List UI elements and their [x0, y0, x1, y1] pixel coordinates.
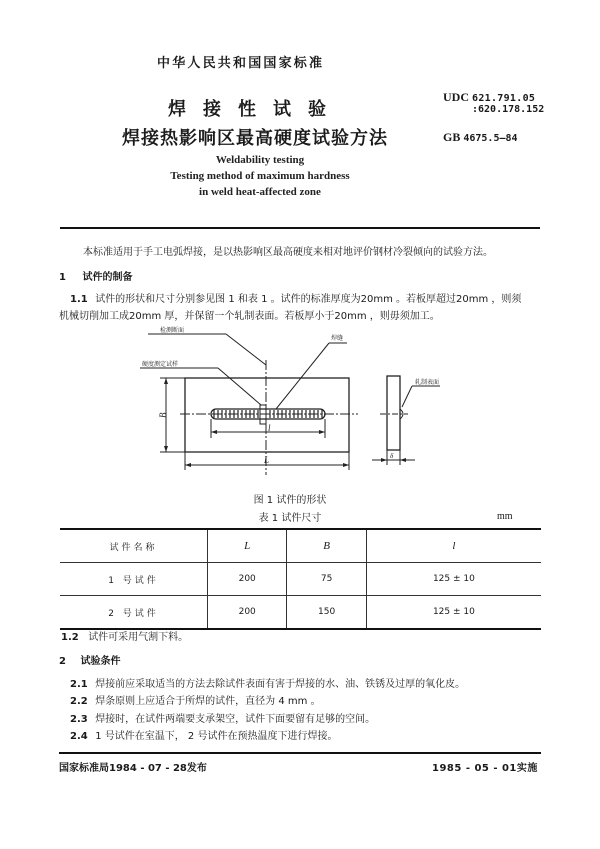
cell-specimen-name: 1 号试件	[60, 563, 208, 596]
figure-1-specimen-diagram	[140, 325, 470, 485]
label-inspection-section: 检测断面	[160, 327, 185, 334]
section-1-heading	[59, 268, 132, 283]
clause-text: 1 号试件在室温下， 2 号试件在预热温度下进行焊接。	[95, 731, 338, 742]
header-specimen-name: 试件名称	[60, 529, 208, 563]
header-divider	[60, 227, 540, 229]
dim-delta: δ	[390, 452, 394, 460]
clause-1-2	[61, 628, 188, 643]
issued-date: 国家标准局1984 - 07 - 28发布	[59, 763, 207, 774]
udc-number-line2: :620.178.152	[472, 104, 545, 115]
clause-text: 焊接前应采取适当的方法去除试件表面有害于焊接的水、油、铁锈及过厚的氧化皮。	[95, 679, 466, 690]
table-row	[60, 596, 541, 630]
header-L: L	[208, 529, 287, 563]
clause-1-1-line2: 机械切削加工成20mm 厚，并保留一个轧制表面。若板厚小于20mm ，则毋须加工。	[59, 311, 440, 322]
clause-2-2	[70, 692, 321, 707]
gb-label: GB	[443, 130, 461, 144]
clause-number: 1.2	[61, 632, 79, 643]
table-header-row	[60, 529, 541, 563]
cell-l: 125 ± 10	[366, 563, 541, 596]
cell-B: 150	[287, 596, 366, 630]
effective-date: 1985 - 05 - 01实施	[432, 763, 538, 774]
dim-B: B	[158, 412, 168, 418]
header-B: B	[287, 529, 366, 563]
label-rolled-surface: 轧制表面	[415, 379, 440, 386]
title-cn-line2: 焊接热影响区最高硬度试验方法	[122, 128, 388, 149]
footer-divider	[59, 752, 541, 754]
clause-text: 试件的形状和尺寸分别参见图 1 和表 1 。试件的标准厚度为20mm 。若板厚超过20mm ，则须	[95, 294, 522, 305]
section-title: 试件的制备	[82, 272, 133, 283]
clause-2-4	[70, 727, 337, 742]
intro-paragraph: 本标准适用于手工电弧焊接，是以热影响区最高硬度来相对地评价钢材冷裂倾向的试验方法。	[83, 247, 493, 258]
figure-caption: 图 1 试件的形状	[253, 495, 327, 506]
national-standard-heading: 中华人民共和国国家标准	[157, 56, 325, 71]
dim-L: L	[264, 455, 270, 465]
udc-label: UDC	[443, 90, 469, 104]
label-hardness-specimen: 硬度测定试样	[142, 361, 179, 368]
section-title: 试验条件	[80, 656, 121, 667]
udc-number-line1: 621.791.05	[472, 93, 536, 104]
header-l: l	[366, 529, 541, 563]
gb-code	[443, 130, 518, 145]
clause-number: 2.1	[70, 679, 88, 690]
section-number: 2	[59, 656, 66, 667]
cell-specimen-name: 2 号试件	[108, 608, 159, 619]
clause-2-1	[70, 675, 465, 690]
clause-number: 2.2	[70, 696, 88, 707]
section-number: 1	[59, 272, 66, 283]
title-en-line2: Testing method of maximum hardness	[170, 170, 350, 182]
table-unit: mm	[497, 511, 513, 522]
section-2-heading	[59, 652, 120, 667]
clause-text: 焊接时，在试件两端要支承架空，试件下面要留有足够的空间。	[95, 714, 376, 725]
clause-number: 2.4	[70, 731, 88, 742]
gb-number: 4675.5—84	[463, 133, 518, 144]
table-row	[60, 563, 541, 596]
cell-l: 125 ± 10	[366, 596, 541, 630]
cell-B: 75	[287, 563, 366, 596]
clause-text: 焊条原则上应适合于所焊的试件，直径为 4 mm 。	[95, 696, 321, 707]
title-en-line1: Weldability testing	[215, 154, 305, 166]
table-caption: 表 1 试件尺寸	[258, 513, 322, 524]
cell-L: 200	[208, 563, 287, 596]
title-en-line3: in weld heat-affected zone	[199, 186, 321, 198]
clause-number: 1.1	[70, 294, 88, 305]
udc-code	[443, 90, 535, 105]
cell-L: 200	[208, 596, 287, 630]
dim-l: l	[268, 423, 271, 433]
specimen-dimensions-table	[60, 528, 541, 630]
clause-1-1-line1	[70, 290, 521, 305]
label-weld: 焊缝	[331, 335, 344, 342]
clause-2-3	[70, 710, 375, 725]
title-cn-line1: 焊接性试验	[168, 99, 343, 120]
clause-number: 2.3	[70, 714, 88, 725]
clause-text: 试件可采用气割下料。	[88, 632, 189, 643]
